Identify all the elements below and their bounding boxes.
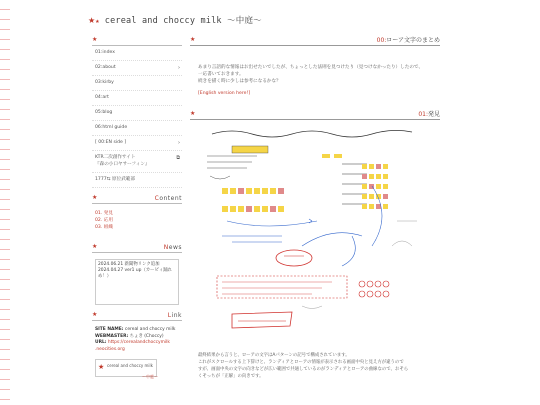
body-line: くそっちが「正解」の向きです。 (198, 374, 264, 379)
url-link-cont[interactable]: .neocities.org (95, 346, 125, 352)
star-icon: ★ (98, 363, 105, 371)
news-heading: News (163, 244, 182, 251)
notes-drawing (202, 126, 430, 346)
nav-label: [ 00:EN side ] (95, 140, 127, 145)
section-title-1 (377, 35, 440, 44)
nav-label: 02:about (95, 65, 116, 70)
site-name-label: SITE NAME: (95, 327, 124, 332)
news-item: め！） (98, 274, 112, 279)
left-ruler (0, 0, 10, 405)
nav-item-kirby[interactable] (92, 76, 182, 91)
site-header (88, 8, 448, 28)
news-item: 2024.06.21 新聞物リンク追加 (98, 262, 160, 267)
section-number: 01: (418, 111, 428, 118)
nav-item-art[interactable] (92, 91, 182, 106)
english-version-link[interactable]: [English version here!] (198, 91, 251, 96)
nav-label: 05:blog (95, 110, 113, 115)
content-links (92, 204, 182, 237)
star-icon: ★ (92, 36, 98, 43)
nav-label: 06:html guide (95, 125, 128, 130)
nav-label-sub: 『森の小口ヤサーフィン』 (95, 162, 150, 167)
star-icon: ★ (88, 16, 96, 25)
nav-item-about[interactable] (92, 61, 182, 76)
section-head-2 (190, 110, 440, 120)
star-icon: ★ (92, 194, 98, 201)
news-item: 2024.04.27 ver1 up（カービィ踊れ (98, 268, 173, 273)
content-head (92, 194, 182, 204)
body-text (190, 352, 440, 380)
star-icon: ★ (190, 36, 196, 43)
star-icon: ★ (190, 110, 196, 117)
banner-sub: ～中庭～ (142, 374, 158, 379)
body-line: これがスクロールする上下辞けと、ランディアとローアの情報が表示される画面中央と見え方が違うので (198, 360, 404, 365)
nav-label: KTR二次創作サイト (95, 155, 136, 160)
nav-item-index[interactable] (92, 46, 182, 61)
banner-text: cereal and choccy milk (107, 363, 153, 368)
link-info (92, 321, 182, 353)
nav-item-fan-site[interactable] (92, 151, 182, 173)
news-section (92, 243, 182, 305)
content-link-1[interactable]: 01. 発見 (95, 211, 113, 216)
link-section (92, 311, 182, 377)
nav-item-blog[interactable] (92, 106, 182, 121)
nav-label: 04:art (95, 95, 109, 100)
section-head-1 (190, 36, 440, 46)
nav-item-en-side[interactable] (92, 136, 182, 151)
news-box[interactable] (95, 259, 179, 305)
url-link[interactable]: https://cerealandchoccymilk (107, 340, 170, 345)
chevron-right-icon: › (178, 140, 180, 146)
intro-line: あまり言語的な情報はお出せたいでしたが、ちょっとした法則を見つけたり（見つけなかったり）したので、 (198, 65, 424, 70)
news-head (92, 243, 182, 253)
site-name-value: cereal and choccy milk (124, 327, 176, 332)
nav-head (92, 36, 182, 46)
section-number: 00: (376, 37, 387, 44)
webmaster-value: ちょき (Choccy) (129, 333, 164, 339)
intro-line: 続きを描く時に少しは参考になるかな？ (198, 79, 281, 84)
content-link-3[interactable]: 03. 組織 (95, 225, 113, 230)
content-link-2[interactable]: 02. 応用 (95, 218, 113, 223)
section-title-text: ローア文字のまとめ (386, 37, 440, 44)
star-icon: ★ (92, 311, 98, 318)
main-content (190, 36, 440, 380)
section-title-text: 発見 (427, 111, 440, 118)
content-section (92, 194, 182, 237)
content-heading: Content (154, 195, 182, 202)
intro-line: 一応書いておきます。 (198, 72, 244, 77)
handwritten-notes-image (202, 126, 430, 346)
body-line: 最終結果から言うと、ローアの文字はAパターンの記号で構成されています。 (198, 353, 350, 358)
nav-label: 01:index (95, 50, 115, 55)
star-icon: ★ (92, 243, 98, 250)
nav-label: 1777⇆ 原位武範部 (95, 177, 135, 182)
nav-item-html-guide[interactable] (92, 121, 182, 136)
external-link-icon: ⧉ (176, 155, 180, 161)
small-star-icon: ★ (95, 19, 100, 25)
nav-label: 03:kirby (95, 80, 114, 85)
chevron-right-icon: › (178, 65, 180, 71)
sidebar (92, 36, 182, 377)
site-title: cereal and choccy milk ～中庭～ (104, 16, 262, 26)
url-label: URL: (95, 340, 107, 345)
intro-text (190, 64, 440, 97)
webmaster-label: WEBMASTER: (95, 333, 129, 339)
link-head (92, 311, 182, 321)
link-heading: Link (167, 312, 182, 319)
nav-item-extra[interactable] (92, 173, 182, 188)
body-line: すが、画面中央の文字の向きなどが広い範囲で共通しているのがランディアとローアの曲線なので、おそら (198, 367, 409, 372)
section-title-2 (418, 109, 440, 118)
